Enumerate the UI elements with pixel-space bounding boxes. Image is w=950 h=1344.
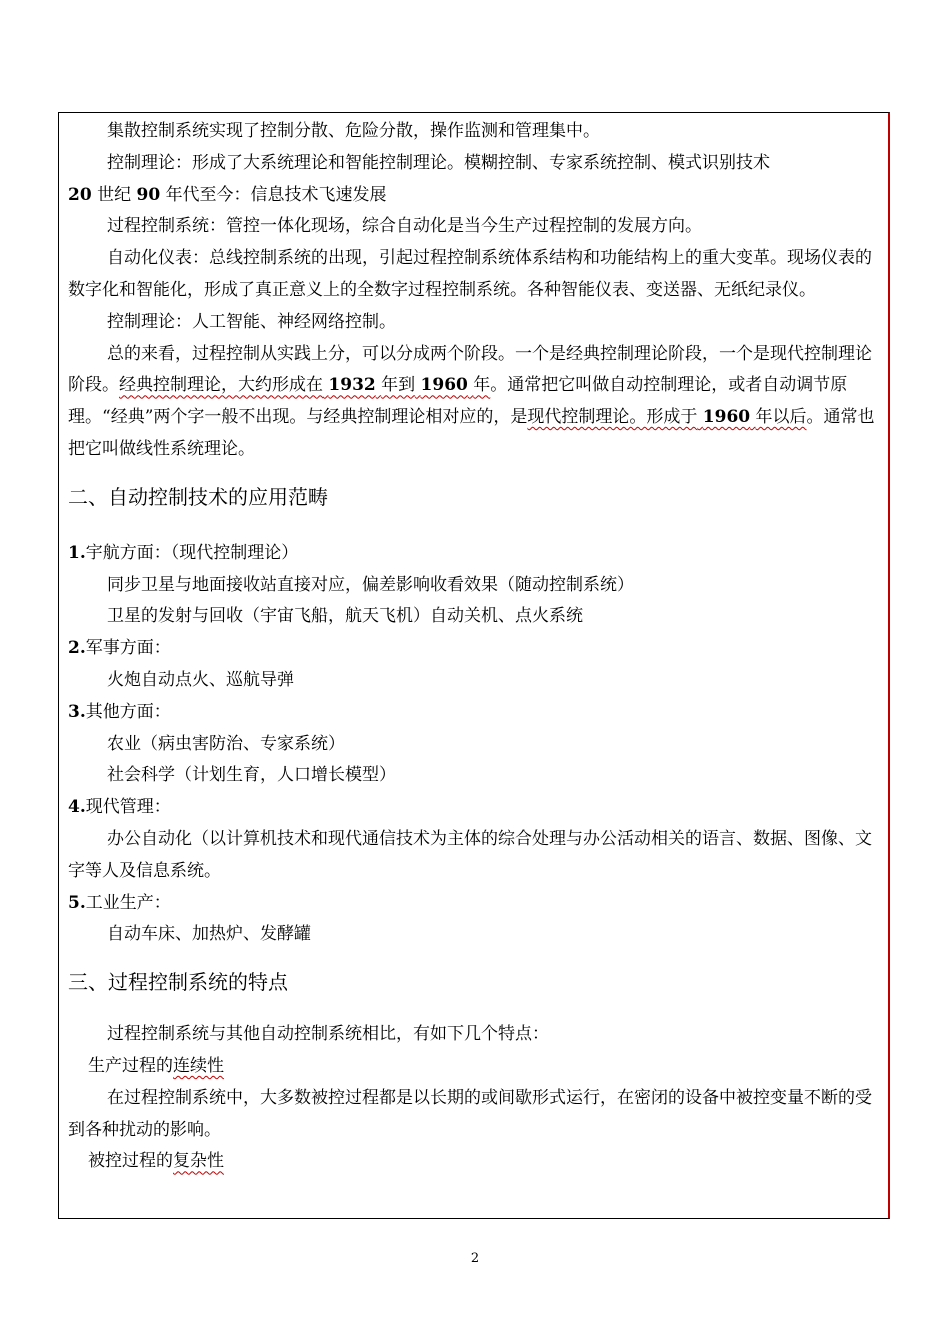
paragraph-process-control: 过程控制系统：管控一体化现场，综合自动化是当今生产过程控制的发展方向。 [107, 216, 702, 237]
item-label: 工业生产： [85, 892, 171, 913]
list-item-other-b: 社会科学（计划生育，人口增长模型） [107, 765, 396, 786]
summary-text-a: 总的来看，过程控制从实践上分，可以分成两个阶段。一个是经典控制理论阶段，一个是现代控制理论阶段。 [68, 343, 872, 396]
list-item-military [68, 633, 886, 665]
list-item-aerospace-b: 卫星的发射与回收（宇宙飞船，航天飞机）自动关机、点火系统 [107, 606, 583, 627]
list-item-industry-a: 自动车床、加热炉、发酵罐 [107, 924, 311, 945]
list-item-aerospace [68, 538, 886, 570]
feature-text: 生产过程的 [88, 1055, 173, 1076]
year-1960-b: 1960 [702, 407, 751, 428]
paragraph-control-theory-1: 控制理论：形成了大系统理论和智能控制理论。模糊控制、专家系统控制、模式识别技术 [107, 152, 770, 173]
feature-text: 被控过程的 [88, 1151, 173, 1172]
item-number: 2. [68, 638, 86, 659]
section-heading-2: 二、自动控制技术的应用范畴 [68, 484, 328, 509]
summary-text-d: 年 [473, 375, 491, 396]
list-item-management [68, 792, 886, 824]
summary-text-c: 年到 [381, 375, 416, 396]
page-number: 2 [470, 1251, 480, 1266]
paragraph-features-intro: 过程控制系统与其他自动控制系统相比，有如下几个特点： [107, 1024, 549, 1045]
list-item-management-a: 办公自动化（以计算机技术和现代通信技术为主体的综合处理与办公活动相关的语言、数据、图像、文字等人及信息系统。 [68, 828, 872, 881]
summary-text-g: 年以后 [755, 407, 807, 428]
item-number: 5. [68, 892, 86, 913]
text-90s-desc: 年代至今：信息技术飞速发展 [165, 184, 387, 205]
feature-keyword: 复杂性 [173, 1151, 224, 1172]
paragraph-dcs: 集散控制系统实现了控制分散、危险分散，操作监测和管理集中。 [107, 121, 600, 141]
feature-keyword: 连续性 [173, 1055, 224, 1076]
list-item-military-a: 火炮自动点火、巡航导弹 [107, 669, 294, 690]
summary-text-e: 。通常把它叫做自动控制理论，或者自动调节原理。“经典”两个字一般不出现。与经典控制理论相对应的，是 [68, 375, 848, 428]
text-century: 世纪 [97, 184, 132, 205]
section-heading-3: 三、过程控制系统的特点 [68, 970, 288, 995]
paragraph-90s [68, 180, 886, 212]
list-item-industry [68, 888, 886, 920]
document-body [68, 116, 886, 1178]
paragraph-summary [68, 339, 886, 466]
item-label: 宇航方面：（现代控制理论） [85, 542, 299, 563]
item-number: 4. [68, 797, 86, 818]
summary-text-f: 现代控制理论。形成于 [527, 407, 698, 428]
paragraph-instruments: 自动化仪表：总线控制系统的出现，引起过程控制系统体系结构和功能结构上的重大变革。现场仪表的数字化和智能化，形成了真正意义上的全数字过程控制系统。各种智能仪表、变送器、无纸纪录仪。 [68, 248, 872, 300]
item-label: 现代管理： [85, 797, 171, 818]
year-20: 20 [68, 184, 92, 205]
item-number: 1. [68, 542, 86, 563]
summary-text-b: 经典控制理论，大约形成在 [119, 375, 323, 396]
list-item-other [68, 697, 886, 729]
year-1960: 1960 [420, 375, 468, 396]
summary-text-h: 。通常也把它叫做线性系统理论。 [68, 407, 875, 459]
item-label: 其他方面： [85, 701, 171, 722]
item-label: 军事方面： [85, 638, 171, 659]
item-number: 3. [68, 701, 86, 722]
feature-complexity [68, 1146, 886, 1178]
feature-continuity [68, 1051, 886, 1083]
list-item-other-a: 农业（病虫害防治、专家系统） [107, 733, 345, 754]
year-1932: 1932 [328, 375, 376, 396]
summary-classic [119, 375, 490, 395]
year-90: 90 [136, 184, 161, 205]
paragraph-continuity: 在过程控制系统中，大多数被控过程都是以长期的或间歇形式运行，在密闭的设备中被控变量不断的受到各种扰动的影响。 [68, 1087, 872, 1140]
paragraph-control-theory-2: 控制理论：人工智能、神经网络控制。 [107, 311, 396, 332]
summary-modern [527, 407, 806, 427]
list-item-aerospace-a: 同步卫星与地面接收站直接对应，偏差影响收看效果（随动控制系统） [107, 574, 634, 595]
